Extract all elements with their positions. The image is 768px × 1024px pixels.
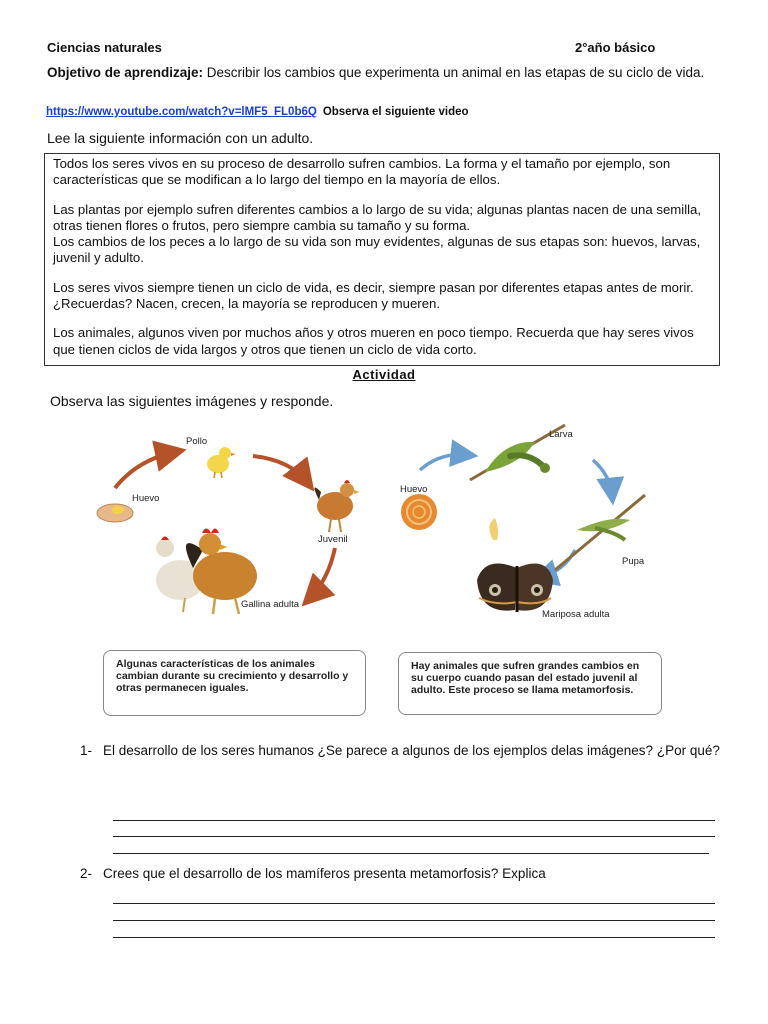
answer-line[interactable] <box>113 920 715 921</box>
question-number: 2- <box>80 866 93 881</box>
answer-line[interactable] <box>113 820 715 821</box>
label-pollo: Pollo <box>186 436 208 447</box>
video-link[interactable]: https://www.youtube.com/watch?v=lMF5_FL0b6Q <box>46 106 317 118</box>
question-text: El desarrollo de los seres humanos ¿Se parece a algunos de los ejemplos delas imágenes? ¿Por qué? <box>103 743 720 758</box>
answer-line[interactable] <box>113 853 709 854</box>
caption-end: . <box>630 684 634 696</box>
butterfly-icon <box>477 518 553 612</box>
info-paragraph: Los seres vivos siempre tienen un ciclo de vida, es decir, siempre pasan por diferentes etapas antes de morir. ¿Recuerdas? Nacen, crecen, la mayoría se reproducen y mueren. <box>53 279 694 312</box>
rooster-icon <box>314 480 359 532</box>
answer-line[interactable] <box>113 836 715 837</box>
chick-icon <box>207 447 236 478</box>
shell-egg-icon <box>401 494 437 530</box>
objective-label: Objetivo de aprendizaje: <box>47 65 204 80</box>
label-mariposa-adulta: Mariposa adulta <box>542 609 610 620</box>
info-paragraph: Los animales, algunos viven por muchos años y otros mueren en poco tiempo. Recuerda que hay seres vivos que tienen ciclos de vida largos y otros que tienen un ciclo de vida corto. <box>53 325 694 357</box>
label-huevo-mariposa: Huevo <box>400 484 428 495</box>
caption-text: Hay animales que sufren grandes cambios en su cuerpo cuando pasan del estado juvenil al adulto. Este proceso se llama <box>411 660 640 696</box>
label-pupa: Pupa <box>622 556 645 567</box>
egg-icon <box>97 504 133 522</box>
video-line <box>46 106 469 118</box>
caption-box-butterfly <box>398 652 662 715</box>
activity-title: Actividad <box>352 367 416 382</box>
subject-title: Ciencias naturales <box>47 40 162 55</box>
info-paragraph: Todos los seres vivos en su proceso de desarrollo sufren cambios. La forma y el tamaño por ejemplo, son características que se modifican a lo largo del tiempo en la mayoría de ellos. <box>53 156 671 188</box>
curved-arrow-icon <box>420 455 468 470</box>
curved-arrow-icon <box>593 460 612 495</box>
question-2 <box>80 865 740 883</box>
activity-heading <box>0 367 768 382</box>
learning-objective <box>47 64 737 81</box>
curved-arrow-icon <box>310 548 335 598</box>
question-number: 1- <box>80 743 93 758</box>
activity-instruction: Observa las siguientes imágenes y responde. <box>50 393 334 409</box>
answer-line[interactable] <box>113 903 715 904</box>
objective-text: Describir los cambios que experimenta un animal en las etapas de su ciclo de vida. <box>203 65 705 80</box>
video-instruction: Observa el siguiente video <box>322 106 469 118</box>
caption-box-chicken: Algunas características de los animales cambian durante su crecimiento y desarrollo y otras permanecen iguales. <box>103 650 366 716</box>
life-cycles-illustration <box>85 420 685 625</box>
info-paragraph: Los cambios de los peces a lo largo de su vida son muy evidentes, algunas de sus etapas son: huevos, larvas, juvenil y adulto. <box>53 234 701 266</box>
question-text: Crees que el desarrollo de los mamíferos presenta metamorfosis? Explica <box>103 866 546 881</box>
label-juvenil: Juvenil <box>318 534 348 545</box>
label-gallina-adulta: Gallina adulta <box>241 599 300 610</box>
caption-term: metamorfosis <box>561 684 631 696</box>
curved-arrow-icon <box>253 456 307 482</box>
info-box <box>44 153 720 366</box>
grade-title: 2°año básico <box>575 40 656 55</box>
label-huevo: Huevo <box>132 493 160 504</box>
answer-line[interactable] <box>113 937 715 938</box>
reading-instruction: Lee la siguiente información con un adulto. <box>47 130 314 146</box>
question-1 <box>80 742 740 760</box>
curved-arrow-icon <box>115 452 175 488</box>
info-paragraph: Las plantas por ejemplo sufren diferentes cambios a lo largo de su vida; algunas plantas nacen de una semilla, otras tienen flores o frutos, pero siempre cambia su tamaño y su forma. <box>53 201 702 233</box>
label-larva: Larva <box>549 429 573 440</box>
